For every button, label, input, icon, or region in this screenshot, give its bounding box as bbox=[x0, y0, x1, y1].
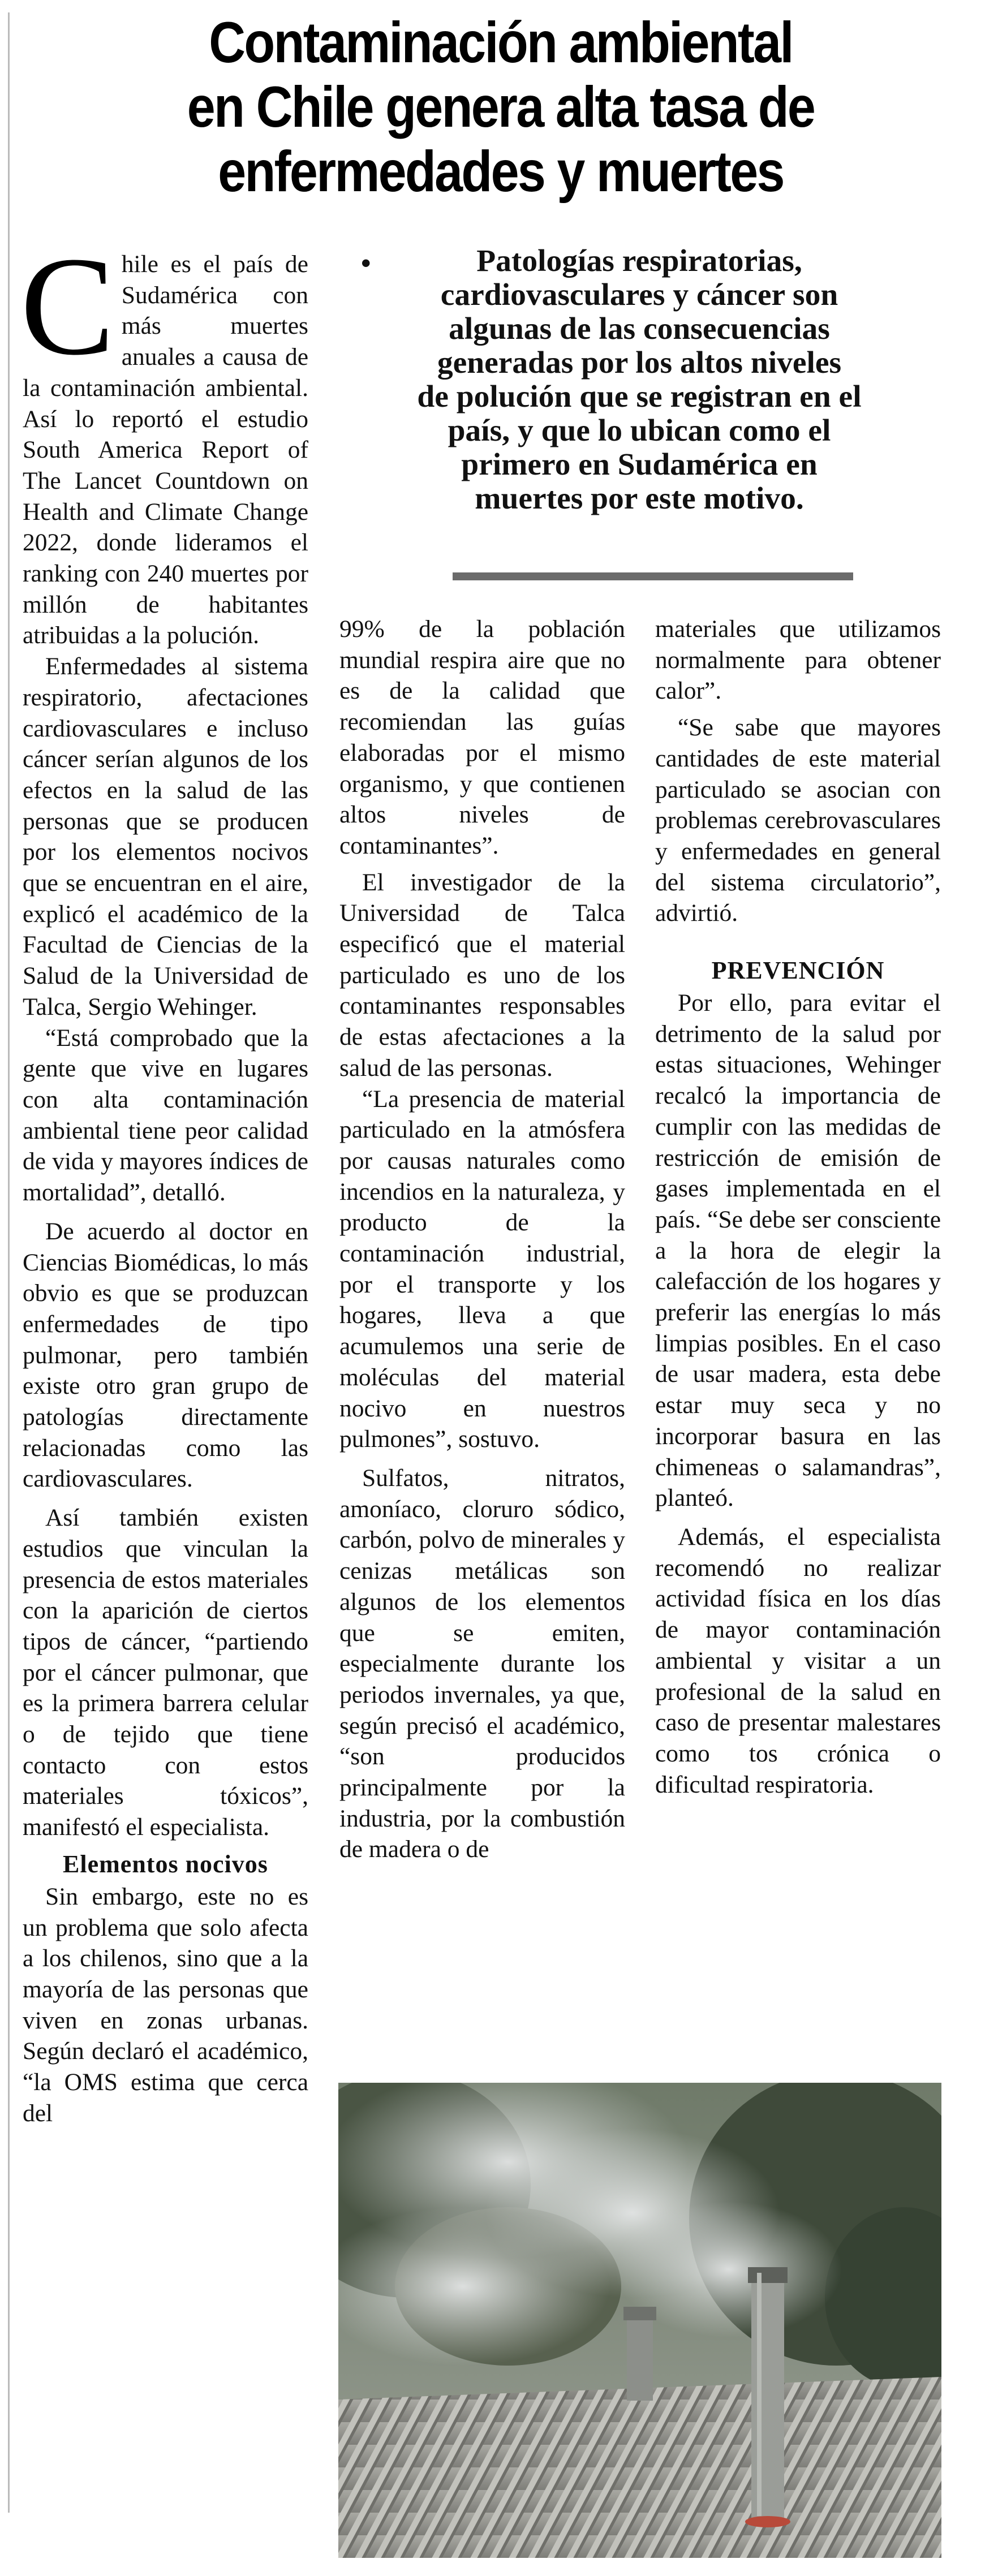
article-column-3 bbox=[655, 614, 941, 1800]
paragraph-lead bbox=[20, 228, 308, 651]
deck-line: cardiovasculares y cáncer son bbox=[440, 278, 838, 312]
quote-paragraph: “Está comprobado que la gente que vive en lugares con alta contaminación ambiental tiene peor calidad de vida y mayores índices de mortalidad”, detalló. bbox=[23, 1024, 308, 1207]
paragraph: Enfermedades al sistema respiratorio, afectaciones cardiovasculares e incluso cáncer serían algunos de los efectos en la salud de las personas que se producen por los elementos nocivos que se encuentran en el aire, explicó el académico de la Facultad de Ciencias de la Salud de la Universidad de Talca, Sergio Wehinger. bbox=[23, 653, 308, 1020]
quote-paragraph: “Se sabe que mayores cantidades de este material particulado se asocian con problemas cerebrovasculares y enfermedades en general del sistema circulatorio”, advirtió. bbox=[655, 714, 941, 927]
deck-line: de polución que se registran en el bbox=[417, 380, 862, 414]
left-column-rule bbox=[8, 12, 10, 2513]
chimney-tall bbox=[745, 2267, 790, 2527]
paragraph: De acuerdo al doctor en Ciencias Biomédicas, lo más obvio es que se produzcan enfermedades de tipo pulmonar, pero también existe otro gran grupo de patologías directamente relacionadas como las cardiovasculares. bbox=[23, 1217, 308, 1493]
deck-line: Patologías respiratorias, bbox=[476, 244, 802, 278]
quote-paragraph: “La presencia de material particulado en la atmósfera por causas naturales como incendios en la naturaleza, y producto de la contaminación industrial, por el transporte y los hogares, lleva a que acumulemos una serie de moléculas del material nocivo en nuestros pulmones”, sostuvo. bbox=[339, 1085, 625, 1453]
article-column-2 bbox=[339, 614, 625, 1865]
corrugated-roof bbox=[338, 2377, 941, 2558]
paragraph-continued: 99% de la población mundial respira aire que no es de la calidad que recomiendan las guías elaboradas por el mismo organismo, y que contienen altos niveles de contaminantes”. bbox=[339, 615, 625, 859]
paragraph: Por ello, para evitar el detrimento de la salud por estas situaciones, Wehinger recalcó la importancia de cumplir con las medidas de restricción de emisión de gases implementada en el país. “Se debe ser consciente a la hora de elegir la calefacción de los hogares y preferir las energías lo más limpias posibles. En el caso de usar madera, esta debe estar muy seca y no incorporar basura en las chimeneas o salamandras”, planteó. bbox=[655, 989, 941, 1512]
paragraph: Además, el especialista recomendó no realizar actividad física en los días de mayor contaminación ambiental y visitar a un profesional de la salud en caso de presentar malestares como tos crónica o dificultad respiratoria. bbox=[655, 1523, 941, 1798]
paragraph: El investigador de la Universidad de Talca especificó que el material particulado es uno de los contaminantes responsables de estas afectaciones a la salud de las personas. bbox=[339, 868, 625, 1082]
paragraph-continued: materiales que utilizamos normalmente para obtener calor”. bbox=[655, 615, 941, 705]
deck-line: algunas de las consecuencias bbox=[449, 312, 830, 346]
headline-line-1: Contaminación ambiental bbox=[209, 10, 793, 75]
deck-summary bbox=[339, 244, 939, 516]
deck-line: generadas por los altos niveles bbox=[437, 346, 842, 380]
photo-illustration bbox=[338, 2083, 941, 2558]
subhead-prevencion: PREVENCIÓN bbox=[711, 957, 885, 985]
article-column-1 bbox=[20, 228, 308, 2129]
headline-line-2: en Chile genera alta tasa de bbox=[187, 75, 815, 139]
paragraph: Así también existen estudios que vinculan la presencia de estos materiales con la aparición de ciertos tipos de cáncer, “partiendo por el cáncer pulmonar, que es la primera barrera celular o de tejido que tiene contacto con estos materiales tóxicos”, manifestó el especialista. bbox=[23, 1504, 308, 1841]
deck-bullet-icon: • bbox=[361, 247, 371, 279]
paragraph-lead-text: hile es el país de Sudamérica con más muertes anuales a causa de la contaminación ambiental. Así lo reportó el estudio South America Report of The Lancet Countdown on Health and Climate Change 2022, donde lideramos el ranking con 240 muertes por millón de habitantes atribuidas a la polución. bbox=[23, 251, 308, 649]
chimney-small bbox=[623, 2307, 656, 2401]
subhead-elementos-nocivos: Elementos nocivos bbox=[63, 1850, 268, 1878]
deck-line: muertes por este motivo. bbox=[475, 481, 804, 516]
deck-divider bbox=[453, 572, 853, 580]
headline bbox=[80, 10, 921, 204]
article-photo-chimneys-smoke bbox=[338, 2083, 941, 2558]
headline-line-3: enfermedades y muertes bbox=[218, 139, 784, 204]
paragraph: Sulfatos, nitratos, amoníaco, cloruro sódico, carbón, polvo de minerales y cenizas metálicas son algunos de los elementos que se emiten, especialmente durante los periodos invernales, ya que, según precisó el académico, “son producidos principalmente por la industria, por la combustión de madera o de bbox=[339, 1464, 625, 1863]
paragraph: Sin embargo, este no es un problema que solo afecta a los chilenos, sino que a la mayoría de las personas que viven en zonas urbanas. Según declaró el académico, “la OMS estima que cerca del bbox=[23, 1883, 308, 2127]
drop-cap: C bbox=[20, 228, 115, 385]
deck-line: primero en Sudamérica en bbox=[461, 447, 818, 482]
deck-line: país, y que lo ubican como el bbox=[448, 413, 831, 448]
